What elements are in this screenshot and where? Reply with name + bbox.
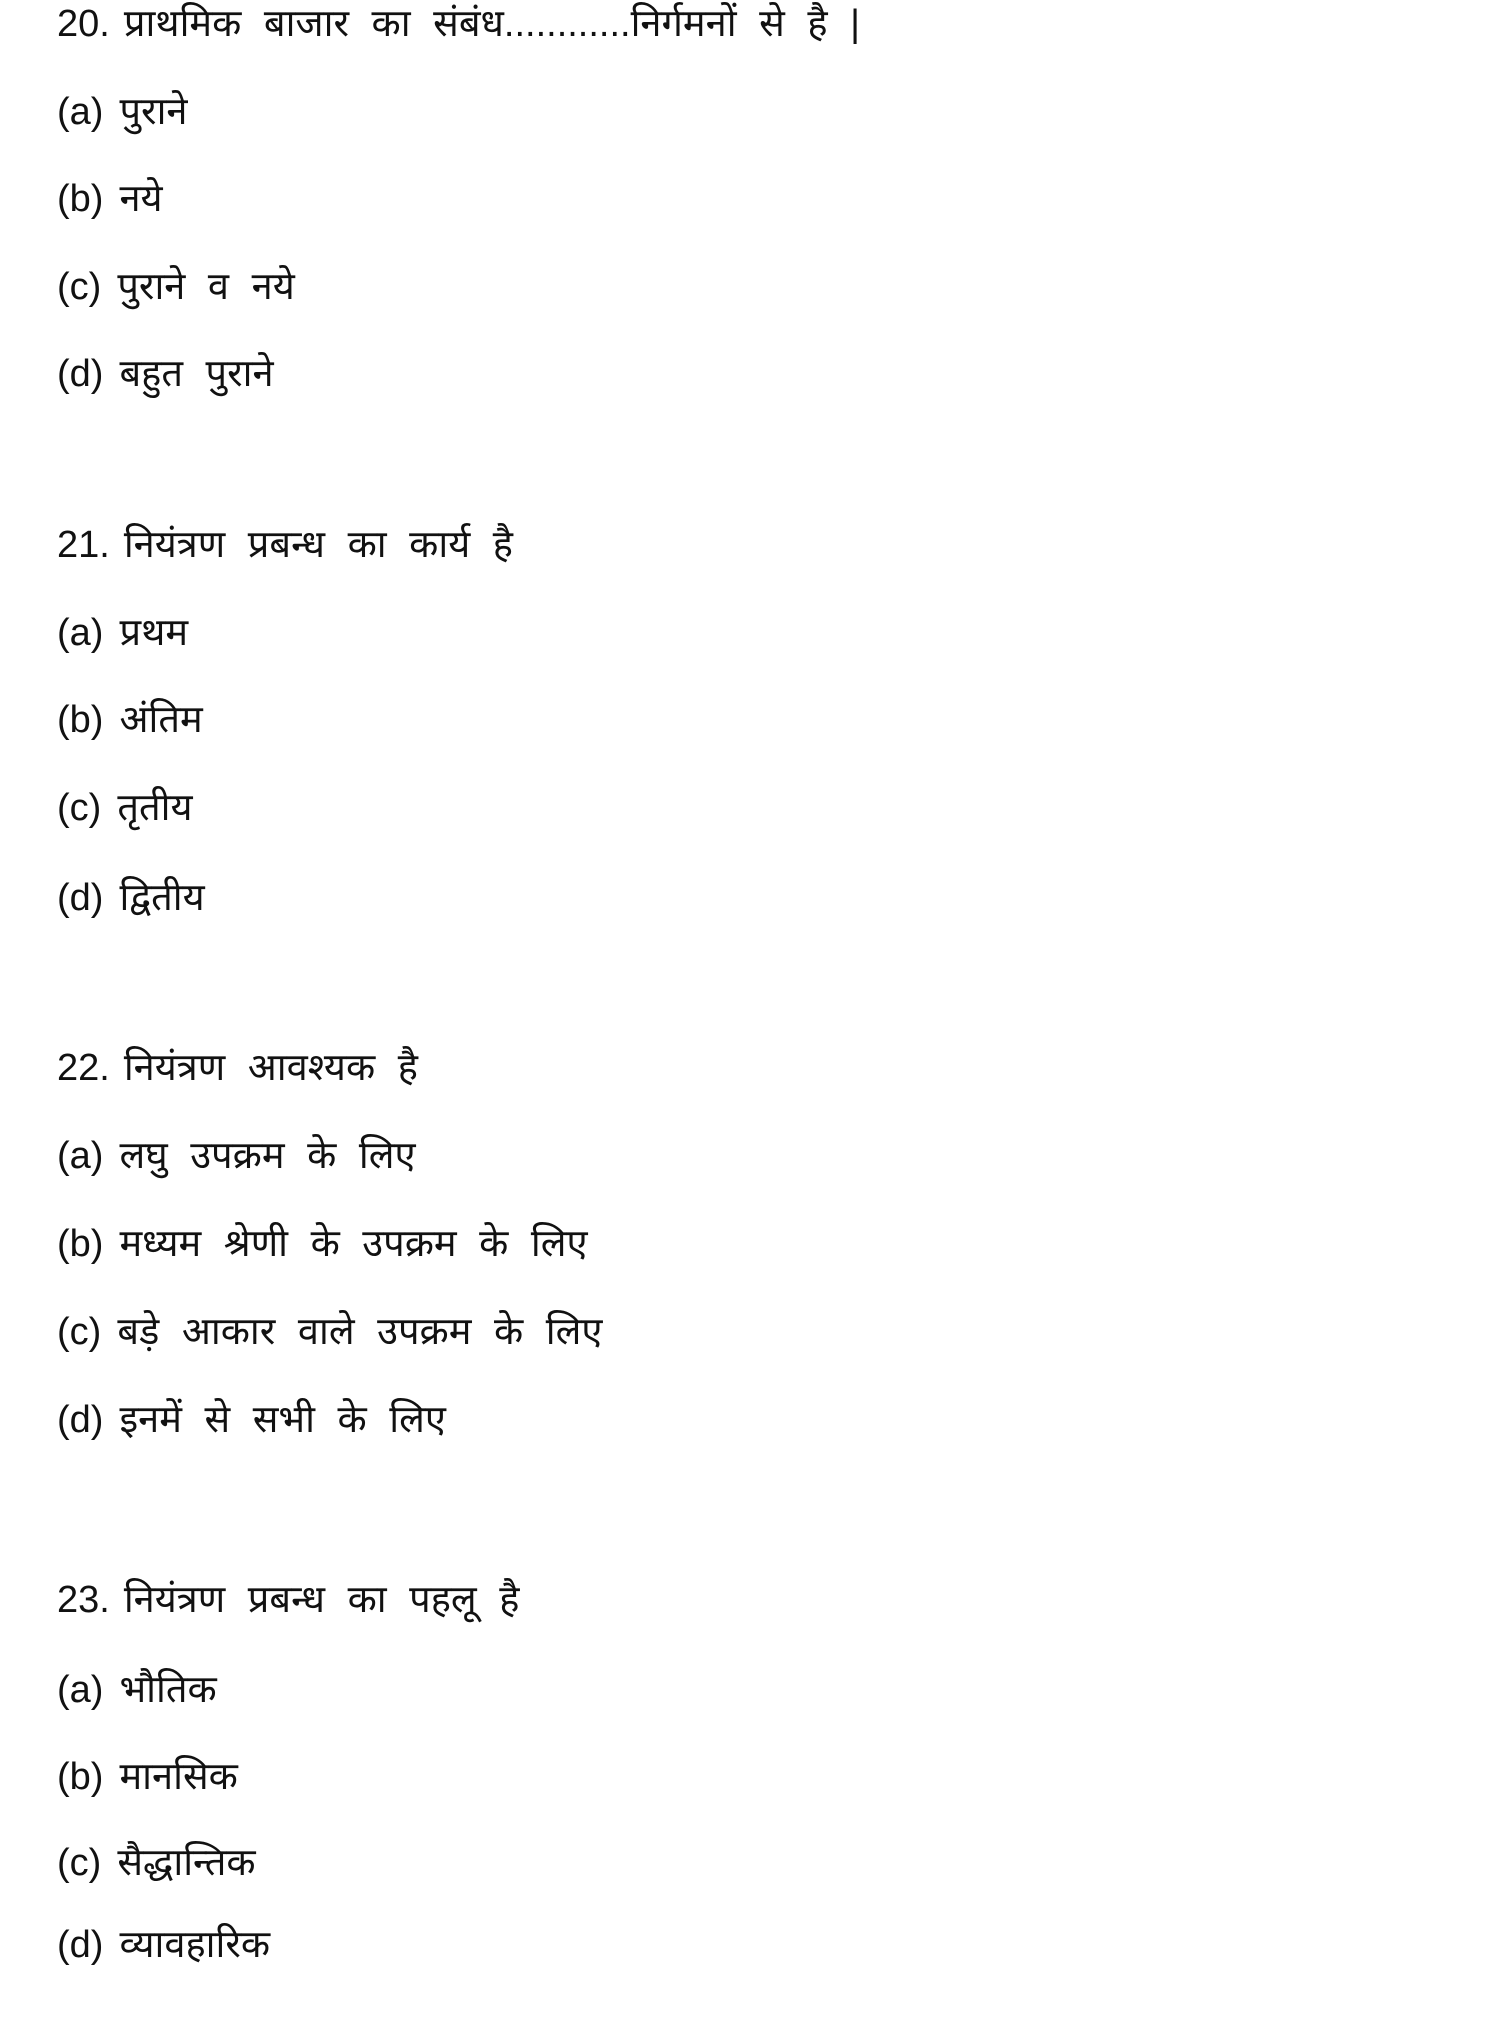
question-23-option-c	[57, 1837, 256, 1889]
option-label: (a)	[57, 1669, 104, 1711]
option-label: (a)	[57, 91, 104, 133]
option-text: मध्यम श्रेणी के उपक्रम के लिए	[119, 1223, 588, 1265]
option-text: प्रथम	[119, 612, 189, 654]
option-label: (b)	[57, 1223, 104, 1265]
question-20-option-d	[57, 348, 274, 400]
option-label: (d)	[57, 1399, 104, 1441]
option-text: लघु उपक्रम के लिए	[119, 1135, 416, 1177]
question-text: नियंत्रण प्रबन्ध का कार्य है	[123, 524, 513, 566]
question-22-option-b	[57, 1218, 588, 1270]
option-text: बहुत पुराने	[119, 353, 274, 395]
question-number: 23.	[57, 1579, 110, 1621]
question-22-option-a	[57, 1130, 415, 1182]
question-23-option-a	[57, 1664, 217, 1716]
question-22-title	[57, 1042, 418, 1094]
option-label: (a)	[57, 1135, 104, 1177]
option-text: बड़े आकार वाले उपक्रम के लिए	[117, 1311, 603, 1353]
option-text: सैद्धान्तिक	[117, 1842, 256, 1884]
question-text: प्राथमिक बाजार का संबंध............निर्गमनों से है |	[123, 3, 860, 45]
question-text: नियंत्रण प्रबन्ध का पहलू है	[123, 1579, 520, 1621]
option-text: तृतीय	[117, 787, 193, 829]
question-20-option-a	[57, 86, 188, 138]
option-text: अंतिम	[119, 699, 203, 741]
option-label: (d)	[57, 1924, 104, 1966]
question-number: 22.	[57, 1047, 110, 1089]
option-text: भौतिक	[119, 1669, 217, 1711]
question-23-option-b	[57, 1751, 238, 1803]
question-21-option-a	[57, 607, 188, 659]
option-label: (d)	[57, 877, 104, 919]
option-label: (b)	[57, 1756, 104, 1798]
option-label: (b)	[57, 699, 104, 741]
question-21-option-d	[57, 872, 205, 924]
option-label: (a)	[57, 612, 104, 654]
question-22-option-c	[57, 1306, 602, 1358]
option-label: (d)	[57, 353, 104, 395]
option-text: व्यावहारिक	[119, 1924, 271, 1966]
question-number: 21.	[57, 524, 110, 566]
question-20-option-b	[57, 173, 163, 225]
option-label: (b)	[57, 178, 104, 220]
option-text: मानसिक	[119, 1756, 238, 1798]
question-21-option-b	[57, 694, 203, 746]
option-label: (c)	[57, 787, 102, 829]
question-20-title	[57, 0, 860, 50]
option-label: (c)	[57, 1311, 102, 1353]
question-number: 20.	[57, 3, 110, 45]
question-20-option-c	[57, 261, 295, 313]
option-text: नये	[119, 178, 163, 220]
question-text: नियंत्रण आवश्यक है	[123, 1047, 418, 1089]
question-23-title	[57, 1574, 519, 1626]
question-23-option-d	[57, 1919, 270, 1971]
option-text: इनमें से सभी के लिए	[119, 1399, 446, 1441]
option-label: (c)	[57, 1842, 102, 1884]
option-label: (c)	[57, 266, 102, 308]
question-21-title	[57, 519, 513, 571]
option-text: पुराने व नये	[117, 266, 295, 308]
option-text: पुराने	[119, 91, 188, 133]
option-text: द्वितीय	[119, 877, 205, 919]
question-22-option-d	[57, 1394, 446, 1446]
question-21-option-c	[57, 782, 193, 834]
